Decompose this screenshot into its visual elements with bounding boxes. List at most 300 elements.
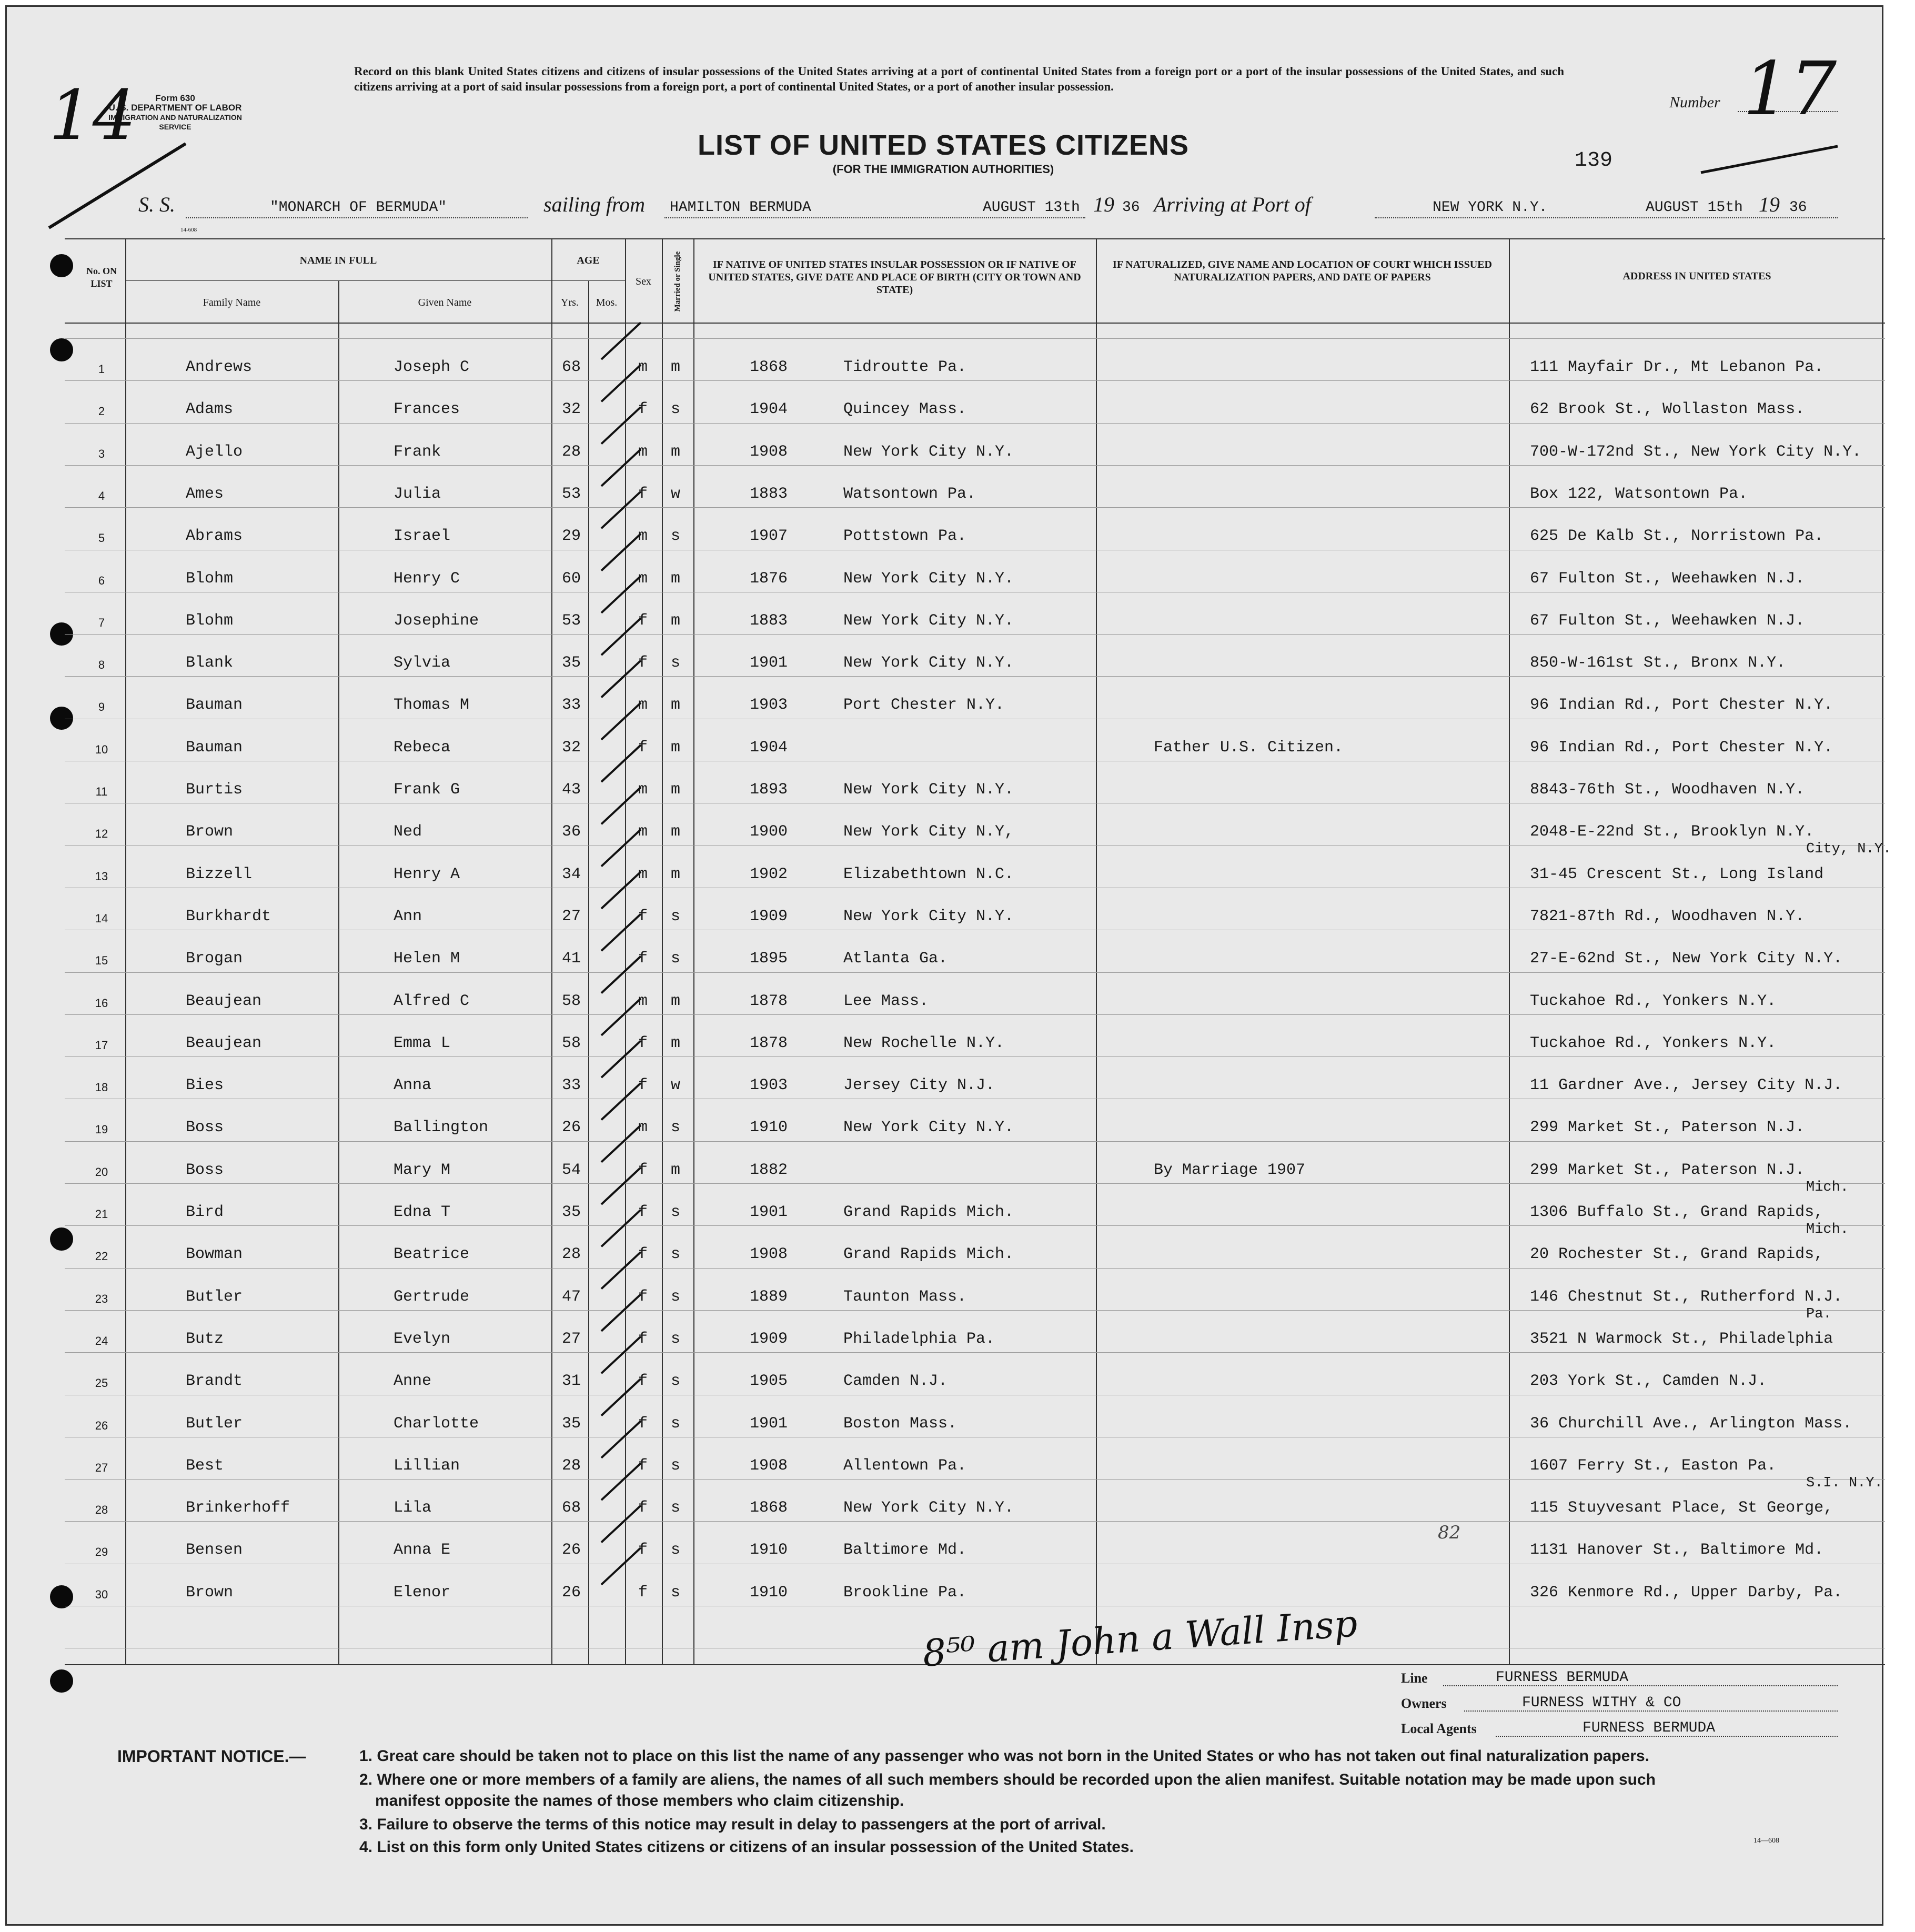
checkmark-strokes xyxy=(591,301,728,1606)
ruled-line xyxy=(65,634,1885,635)
row-number: 27 xyxy=(95,1461,108,1474)
row-number: 23 xyxy=(95,1292,108,1305)
sailing-from-value: HAMILTON BERMUDA xyxy=(670,199,811,216)
row-number: 25 xyxy=(95,1376,108,1390)
print-code: 14-608 xyxy=(180,227,197,233)
family-name: Brown xyxy=(186,1583,234,1602)
age-years: 53 xyxy=(562,485,581,503)
given-name: Israel xyxy=(394,527,451,546)
birth-year: 1868 xyxy=(750,358,788,376)
family-name: Bird xyxy=(186,1203,224,1221)
birth-year: 1903 xyxy=(750,1076,788,1095)
column-divider xyxy=(125,238,126,1664)
address: 850-W-161st St., Bronx N.Y. xyxy=(1530,654,1786,672)
naturalization-note: By Marriage 1907 xyxy=(1154,1161,1306,1179)
birth-place: Lee Mass. xyxy=(843,992,929,1010)
address: 111 Mayfair Dr., Mt Lebanon Pa. xyxy=(1530,358,1824,376)
arrival-date: AUGUST 15th xyxy=(1646,199,1743,216)
marital-status: m xyxy=(671,1161,681,1179)
departure-year-prefix: 19 xyxy=(1093,193,1114,216)
address-continuation: Pa. xyxy=(1806,1306,1832,1322)
birth-place: Boston Mass. xyxy=(843,1414,958,1433)
age-years: 34 xyxy=(562,865,581,883)
given-name: Frank xyxy=(394,442,441,461)
ruled-line xyxy=(65,1479,1885,1480)
sex: f xyxy=(638,1034,648,1052)
check-stroke xyxy=(601,999,641,1035)
line-value: FURNESS BERMUDA xyxy=(1496,1669,1629,1686)
punch-hole xyxy=(50,1227,73,1251)
sex: f xyxy=(638,1076,648,1095)
marital-status: m xyxy=(671,823,681,841)
col-header-mos: Mos. xyxy=(596,297,618,308)
family-name: Blohm xyxy=(186,569,234,588)
birth-year: 1882 xyxy=(750,1161,788,1179)
birth-place: Baltimore Md. xyxy=(843,1541,967,1559)
given-name: Anne xyxy=(394,1372,432,1391)
address: 62 Brook St., Wollaston Mass. xyxy=(1530,400,1805,419)
birth-place: New Rochelle N.Y. xyxy=(843,1034,1005,1052)
sex: m xyxy=(638,527,648,546)
age-years: 33 xyxy=(562,696,581,715)
address: 96 Indian Rd., Port Chester N.Y. xyxy=(1530,738,1833,757)
departure-year: 36 xyxy=(1122,199,1140,216)
check-stroke xyxy=(601,407,641,444)
row-number: 2 xyxy=(98,405,105,418)
marital-status: s xyxy=(671,1414,681,1433)
address: Box 122, Watsontown Pa. xyxy=(1530,485,1748,503)
birth-year: 1905 xyxy=(750,1372,788,1391)
sex: f xyxy=(638,400,648,419)
address: 8843-76th St., Woodhaven N.Y. xyxy=(1530,781,1805,799)
sex: f xyxy=(638,1161,648,1179)
birth-year: 1909 xyxy=(750,1330,788,1348)
departure-date: AUGUST 13th xyxy=(983,199,1080,216)
column-divider xyxy=(1096,238,1097,1664)
age-years: 28 xyxy=(562,1245,581,1264)
birth-place: Watsontown Pa. xyxy=(843,485,976,503)
bottom-code: 14—608 xyxy=(1753,1837,1779,1845)
given-name: Rebeca xyxy=(394,738,451,757)
check-stroke xyxy=(601,323,641,359)
marital-status: s xyxy=(671,400,681,419)
family-name: Beaujean xyxy=(186,992,262,1010)
marital-status: m xyxy=(671,865,681,883)
age-years: 35 xyxy=(562,1414,581,1433)
page-number: 139 xyxy=(1575,149,1613,173)
address: 67 Fulton St., Weehawken N.J. xyxy=(1530,569,1805,588)
family-name: Bensen xyxy=(186,1541,243,1559)
birth-year: 1904 xyxy=(750,400,788,419)
sex: m xyxy=(638,823,648,841)
marital-status: s xyxy=(671,527,681,546)
given-name: Elenor xyxy=(394,1583,451,1602)
check-stroke xyxy=(601,787,641,824)
birth-year: 1909 xyxy=(750,907,788,925)
address: 625 De Kalb St., Norristown Pa. xyxy=(1530,527,1824,546)
given-name: Evelyn xyxy=(394,1330,451,1348)
sex: m xyxy=(638,781,648,799)
family-name: Butler xyxy=(186,1287,243,1306)
address-continuation: Mich. xyxy=(1806,1222,1849,1237)
sex: f xyxy=(638,1499,648,1517)
ruled-line xyxy=(65,1141,1885,1142)
age-years: 47 xyxy=(562,1287,581,1306)
age-years: 32 xyxy=(562,738,581,757)
address: 299 Market St., Paterson N.J. xyxy=(1530,1119,1805,1137)
marital-status: s xyxy=(671,950,681,968)
given-name: Emma L xyxy=(394,1034,451,1052)
given-name: Frances xyxy=(394,400,460,419)
age-years: 26 xyxy=(562,1541,581,1559)
address: 326 Kenmore Rd., Upper Darby, Pa. xyxy=(1530,1583,1843,1602)
col-header-marital: Married or Single xyxy=(673,251,682,312)
address-continuation: City, N.Y. xyxy=(1806,841,1892,858)
address: 11 Gardner Ave., Jersey City N.J. xyxy=(1530,1076,1843,1095)
check-stroke xyxy=(601,745,641,782)
sex: f xyxy=(638,1330,648,1348)
row-number: 3 xyxy=(98,447,105,460)
check-stroke xyxy=(601,830,641,867)
birth-place: Grand Rapids Mich. xyxy=(843,1203,1014,1221)
arrival-line xyxy=(1375,217,1838,218)
agents-label: Local Agents xyxy=(1401,1721,1477,1736)
form-number: Form 630 xyxy=(155,93,195,103)
sex: f xyxy=(638,1287,648,1306)
given-name: Beatrice xyxy=(394,1245,470,1264)
address: Tuckahoe Rd., Yonkers N.Y. xyxy=(1530,1034,1777,1052)
family-name: Abrams xyxy=(186,527,243,546)
family-name: Brogan xyxy=(186,950,243,968)
sex: f xyxy=(638,1541,648,1559)
punch-hole xyxy=(50,254,73,277)
age-years: 43 xyxy=(562,781,581,799)
birth-place: Atlanta Ga. xyxy=(843,950,948,968)
sex: m xyxy=(638,992,648,1010)
age-years: 35 xyxy=(562,654,581,672)
page-title: LIST OF UNITED STATES CITIZENS xyxy=(698,129,1189,161)
birth-place: New York City N.Y. xyxy=(843,654,1014,672)
marital-status: s xyxy=(671,1203,681,1221)
row-number: 10 xyxy=(95,742,108,756)
check-stroke xyxy=(601,576,641,613)
row-number: 1 xyxy=(98,363,105,376)
sex: f xyxy=(638,1456,648,1475)
check-stroke xyxy=(601,365,641,401)
ruled-line xyxy=(65,1225,1885,1226)
given-name: Mary M xyxy=(394,1161,451,1179)
sailing-from-line xyxy=(664,217,1085,218)
marital-status: s xyxy=(671,1330,681,1348)
birth-year: 1901 xyxy=(750,1203,788,1221)
check-stroke xyxy=(601,534,641,571)
row-number: 6 xyxy=(98,573,105,587)
check-stroke xyxy=(601,1463,641,1500)
row-number: 17 xyxy=(95,1038,108,1052)
given-name: Ann xyxy=(394,907,422,925)
column-divider xyxy=(551,238,552,1664)
col-header-yrs: Yrs. xyxy=(561,297,579,308)
birth-place: New York City N.Y. xyxy=(843,442,1014,461)
sex: f xyxy=(638,907,648,925)
birth-year: 1901 xyxy=(750,654,788,672)
birth-year: 1878 xyxy=(750,992,788,1010)
age-years: 26 xyxy=(562,1119,581,1137)
sex: f xyxy=(638,485,648,503)
marital-status: m xyxy=(671,569,681,588)
row-number: 14 xyxy=(95,911,108,925)
birth-year: 1900 xyxy=(750,823,788,841)
address: 7821-87th Rd., Woodhaven N.Y. xyxy=(1530,907,1805,925)
check-stroke xyxy=(601,1168,641,1204)
address: 115 Stuyvesant Place, St George, xyxy=(1530,1499,1833,1517)
family-name: Blank xyxy=(186,654,234,672)
marital-status: m xyxy=(671,696,681,715)
age-years: 26 xyxy=(562,1583,581,1602)
manifest-sheet xyxy=(5,5,1892,1926)
row-number: 15 xyxy=(95,954,108,968)
sex: f xyxy=(638,1203,648,1221)
col-header-address: ADDRESS IN UNITED STATES xyxy=(1622,270,1771,282)
marital-status: w xyxy=(671,485,681,503)
row-number: 29 xyxy=(95,1545,108,1559)
birth-year: 1893 xyxy=(750,781,788,799)
col-header-age: AGE xyxy=(577,255,600,266)
marital-status: s xyxy=(671,907,681,925)
family-name: Burtis xyxy=(186,781,243,799)
arrival-year-prefix: 19 xyxy=(1759,193,1780,216)
address: 299 Market St., Paterson N.J. xyxy=(1530,1161,1805,1179)
margin-number: 82 xyxy=(1438,1522,1461,1543)
check-stroke xyxy=(601,491,641,528)
ruled-line xyxy=(65,1352,1885,1353)
age-years: 28 xyxy=(562,1456,581,1475)
address: Tuckahoe Rd., Yonkers N.Y. xyxy=(1530,992,1777,1010)
marital-status: s xyxy=(671,1583,681,1602)
naturalization-note: Father U.S. Citizen. xyxy=(1154,738,1344,757)
birth-year: 1901 xyxy=(750,1414,788,1433)
given-name: Lila xyxy=(394,1499,432,1517)
family-name: Butler xyxy=(186,1414,243,1433)
birth-year: 1908 xyxy=(750,1245,788,1264)
row-number: 19 xyxy=(95,1123,108,1136)
family-name: Boss xyxy=(186,1161,224,1179)
col-header-naturalized: IF NATURALIZED, GIVE NAME AND LOCATION OF COURT WHICH ISSUED NATURALIZATION PAPERS, AND DATE OF PAPERS xyxy=(1113,259,1492,283)
birth-year: 1904 xyxy=(750,738,788,757)
row-number: 20 xyxy=(95,1165,108,1179)
family-name: Andrews xyxy=(186,358,253,376)
birth-place: Tidroutte Pa. xyxy=(843,358,967,376)
check-stroke xyxy=(601,872,641,909)
notice-item-3: 3. Failure to observe the terms of this notice may result in delay to passengers at the port of arrival. xyxy=(359,1816,1106,1833)
col-header-sex: Sex xyxy=(636,276,651,287)
birth-year: 1908 xyxy=(750,442,788,461)
address: 96 Indian Rd., Port Chester N.Y. xyxy=(1530,696,1833,715)
ruled-line xyxy=(65,1183,1885,1184)
ship-name: "MONARCH OF BERMUDA" xyxy=(270,199,447,216)
family-name: Bizzell xyxy=(186,865,253,883)
ruled-line xyxy=(65,1056,1885,1057)
col-header-given-name: Given Name xyxy=(418,297,472,308)
check-stroke xyxy=(601,1548,641,1585)
row-number: 16 xyxy=(95,996,108,1010)
sex: f xyxy=(638,1414,648,1433)
address: 36 Churchill Ave., Arlington Mass. xyxy=(1530,1414,1852,1433)
line-label: Line xyxy=(1401,1671,1428,1686)
age-years: 54 xyxy=(562,1161,581,1179)
birth-place: New York City N.Y. xyxy=(843,781,1014,799)
family-name: Butz xyxy=(186,1330,224,1348)
notice-item-4: 4. List on this form only United States citizens or citizens of an insular possession of the United States. xyxy=(359,1838,1134,1856)
check-stroke xyxy=(601,1041,641,1078)
birth-place: Elizabethtown N.C. xyxy=(843,865,1014,883)
check-stroke xyxy=(601,1252,641,1289)
notice-item-2: 2. Where one or more members of a family are aliens, the names of all such members should be recorded upon the alien manifest. Suitable notation may be made upon such xyxy=(359,1771,1656,1788)
row-number: 4 xyxy=(98,489,105,502)
address: 27-E-62nd St., New York City N.Y. xyxy=(1530,950,1843,968)
birth-place: New York City N.Y. xyxy=(843,611,1014,630)
marital-status: m xyxy=(671,358,681,376)
family-name: Ames xyxy=(186,485,224,503)
ship-name-line xyxy=(186,217,528,218)
row-number: 7 xyxy=(98,616,105,629)
given-name: Frank G xyxy=(394,781,460,799)
given-name: Julia xyxy=(394,485,441,503)
marital-status: s xyxy=(671,1499,681,1517)
arrival-port: NEW YORK N.Y. xyxy=(1433,199,1548,216)
row-number: 24 xyxy=(95,1334,108,1347)
notice-heading: IMPORTANT NOTICE.— xyxy=(117,1747,306,1766)
birth-year: 1883 xyxy=(750,485,788,503)
given-name: Joseph C xyxy=(394,358,470,376)
birth-place: New York City N.Y. xyxy=(843,907,1014,925)
given-name: Ned xyxy=(394,823,422,841)
given-name: Charlotte xyxy=(394,1414,479,1433)
table-header-border xyxy=(65,323,1885,324)
birth-year: 1910 xyxy=(750,1541,788,1559)
marital-status: s xyxy=(671,1372,681,1391)
family-name: Best xyxy=(186,1456,224,1475)
col-header-name: NAME IN FULL xyxy=(299,255,377,266)
age-years: 58 xyxy=(562,1034,581,1052)
check-stroke xyxy=(601,1083,641,1120)
page-subtitle: (FOR THE IMMIGRATION AUTHORITIES) xyxy=(832,163,1054,176)
age-years: 27 xyxy=(562,1330,581,1348)
sex: f xyxy=(638,1372,648,1391)
notice-item-1: 1. Great care should be taken not to place on this list the name of any passenger who was not born in the United States or who has not taken out final naturalization papers. xyxy=(359,1747,1650,1765)
address: 203 York St., Camden N.J. xyxy=(1530,1372,1767,1391)
family-name: Brinkerhoff xyxy=(186,1499,290,1517)
family-name: Burkhardt xyxy=(186,907,271,925)
given-name: Henry C xyxy=(394,569,460,588)
birth-year: 1895 xyxy=(750,950,788,968)
birth-year: 1889 xyxy=(750,1287,788,1306)
row-number: 18 xyxy=(95,1081,108,1094)
birth-year: 1876 xyxy=(750,569,788,588)
notice-item-2-cont: manifest opposite the names of those members who claim citizenship. xyxy=(375,1792,904,1809)
ss-label: S. S. xyxy=(138,193,175,216)
address: 1607 Ferry St., Easton Pa. xyxy=(1530,1456,1777,1475)
row-number: 12 xyxy=(95,827,108,841)
column-divider xyxy=(1509,238,1510,1664)
ruled-line xyxy=(65,972,1885,973)
birth-place: Camden N.J. xyxy=(843,1372,948,1391)
check-stroke xyxy=(601,957,641,993)
birth-year: 1908 xyxy=(750,1456,788,1475)
family-name: Blohm xyxy=(186,611,234,630)
marital-status: m xyxy=(671,781,681,799)
birth-year: 1883 xyxy=(750,611,788,630)
birth-year: 1878 xyxy=(750,1034,788,1052)
marital-status: m xyxy=(671,611,681,630)
corner-handwritten-mark: 14 xyxy=(49,75,136,155)
ruled-line xyxy=(65,465,1885,466)
given-name: Anna xyxy=(394,1076,432,1095)
number-label: Number xyxy=(1669,94,1720,111)
inspector-signature: 8⁵⁰ am John a Wall Insp xyxy=(921,1602,1359,1675)
birth-place: New York City N.Y, xyxy=(843,823,1014,841)
given-name: Edna T xyxy=(394,1203,451,1221)
birth-place: Allentown Pa. xyxy=(843,1456,967,1475)
age-years: 27 xyxy=(562,907,581,925)
address-continuation: S.I. N.Y. xyxy=(1806,1475,1883,1491)
age-years: 31 xyxy=(562,1372,581,1391)
row-number: 22 xyxy=(95,1250,108,1263)
sex: m xyxy=(638,442,648,461)
sex: m xyxy=(638,865,648,883)
birth-place: Philadelphia Pa. xyxy=(843,1330,995,1348)
given-name: Gertrude xyxy=(394,1287,470,1306)
agents-value: FURNESS BERMUDA xyxy=(1583,1720,1716,1736)
age-years: 36 xyxy=(562,823,581,841)
owners-value: FURNESS WITHY & CO xyxy=(1522,1695,1681,1711)
marital-status: s xyxy=(671,1456,681,1475)
age-years: 60 xyxy=(562,569,581,588)
address: 2048-E-22nd St., Brooklyn N.Y. xyxy=(1530,823,1815,841)
sex: f xyxy=(638,1583,648,1602)
ruled-line xyxy=(65,507,1885,508)
family-name: Bauman xyxy=(186,738,243,757)
given-name: Alfred C xyxy=(394,992,470,1010)
marital-status: m xyxy=(671,738,681,757)
given-name: Ballington xyxy=(394,1119,489,1137)
age-years: 53 xyxy=(562,611,581,630)
birth-place: Port Chester N.Y. xyxy=(843,696,1005,715)
ruled-line xyxy=(65,1268,1885,1269)
age-years: 33 xyxy=(562,1076,581,1095)
birth-year: 1910 xyxy=(750,1119,788,1137)
punch-hole xyxy=(50,1585,73,1608)
check-stroke xyxy=(601,1210,641,1246)
row-number: 5 xyxy=(98,531,105,545)
birth-year: 1868 xyxy=(750,1499,788,1517)
ruled-line xyxy=(65,338,1885,339)
marital-status: s xyxy=(671,1245,681,1264)
age-years: 68 xyxy=(562,358,581,376)
check-stroke xyxy=(601,1336,641,1373)
ruled-line xyxy=(65,1521,1885,1522)
birth-place: Quincey Mass. xyxy=(843,400,967,419)
address: 67 Fulton St., Weehawken N.J. xyxy=(1530,611,1805,630)
marital-status: s xyxy=(671,1119,681,1137)
marital-status: s xyxy=(671,1287,681,1306)
address: 31-45 Crescent St., Long Island xyxy=(1530,865,1824,883)
row-number: 13 xyxy=(95,869,108,883)
given-name: Lillian xyxy=(394,1456,460,1475)
address: 146 Chestnut St., Rutherford N.J. xyxy=(1530,1287,1843,1306)
given-name: Helen M xyxy=(394,950,460,968)
ruled-line xyxy=(65,1310,1885,1311)
